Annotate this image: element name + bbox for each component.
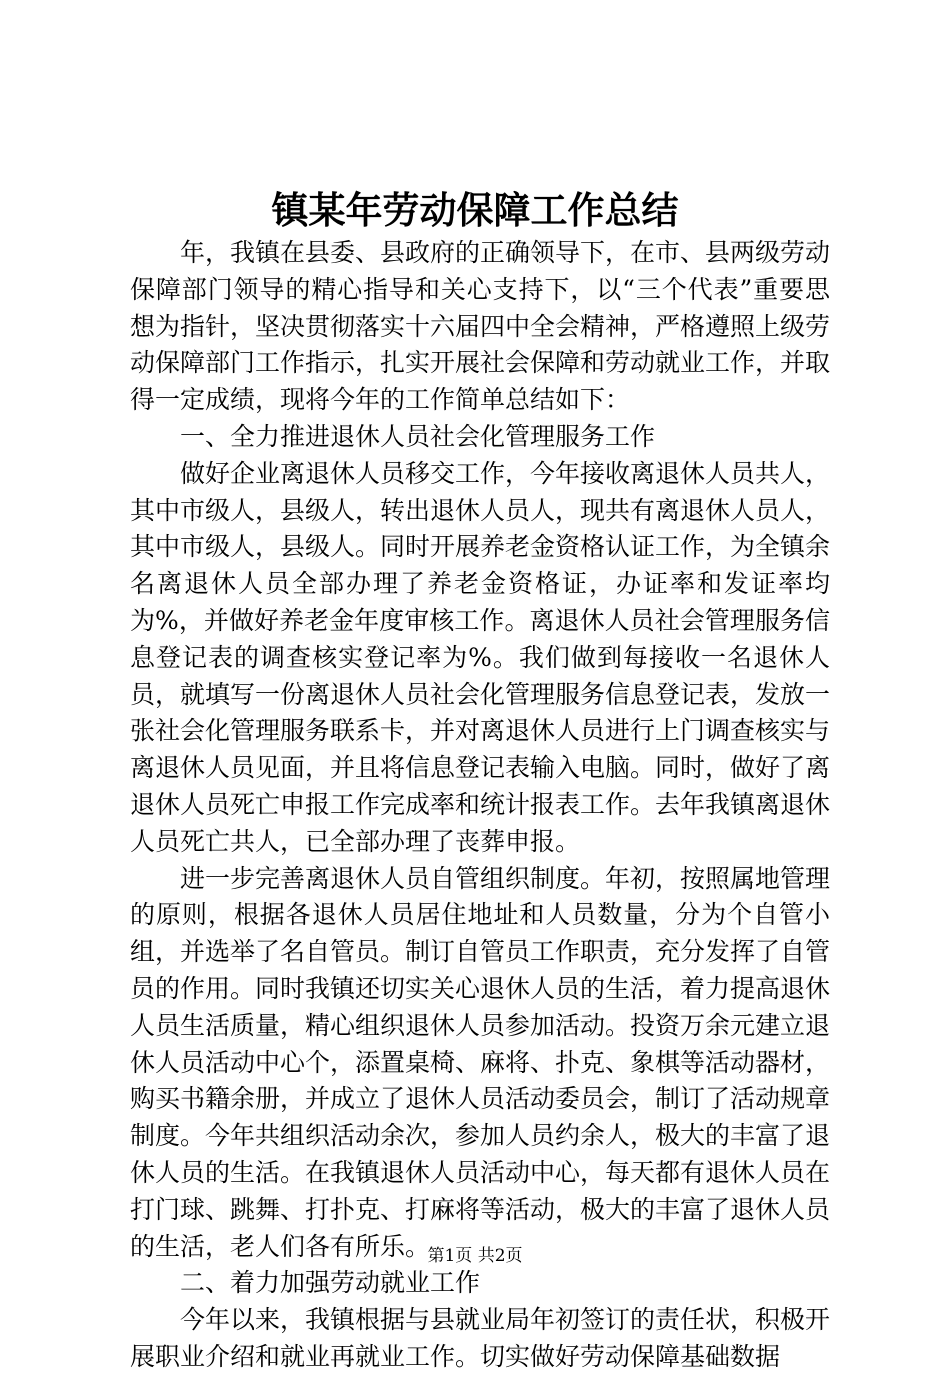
page-footer: 第1页 共2页 [427, 1246, 523, 1266]
document-title: 镇某年劳动保障工作总结 [271, 188, 679, 232]
paragraph-self-management: 进一步完善离退休人员自管组织制度。年初，按照属地管理的原则，根据各退休人员居住地址和人员数量，分为个自管小组，并选举了名自管员。制订自管员工作职责，充分发挥了自管员的作用。同时我镇还切实关心退休人员的生活，着力提高退休人员生活质量，精心组织退休人员参加活动。投资万余元建立退休人员活动中心个，添置桌椅、麻将、扑克、象棋等活动器材，购买书籍余册，并成立了退休人员活动委员会，制订了活动规章制度。今年共组织活动余次，参加人员约余人，极大的丰富了退休人员的生活。在我镇退休人员活动中心，每天都有退休人员在打门球、跳舞、打扑克、打麻将等活动，极大的丰富了退休人员的生活，老人们各有所乐。 [130, 863, 831, 1261]
document-body [130, 235, 830, 1376]
paragraph-intro: 年，我镇在县委、县政府的正确领导下，在市、县两级劳动保障部门领导的精心指导和关心支持下，以“三个代表”重要思想为指针，坚决贯彻落实十六届四中全会精神，严格遵照上级劳动保障部门工作指示，扎实开展社会保障和劳动就业工作，并取得一定成绩，现将今年的工作简单总结如下： [130, 238, 831, 415]
paragraph-employment: 今年以来，我镇根据与县就业局年初签订的责任状，积极开展职业介绍和就业再就业工作。切实做好劳动保障基础数据 [130, 1305, 831, 1371]
section-heading-2: 二、着力加强劳动就业工作 [180, 1268, 481, 1298]
section-heading-1: 一、全力推进退休人员社会化管理服务工作 [180, 421, 656, 451]
paragraph-retiree-transfer: 做好企业离退休人员移交工作，今年接收离退休人员共人，其中市级人，县级人，转出退休人员人，现共有离退休人员人，其中市级人，县级人。同时开展养老金资格认证工作，为全镇余名离退休人员全部办理了养老金资格证，办证率和发证率均为%，并做好养老金年度审核工作。离退休人员社会管理服务信息登记表的调查核实登记率为%。我们做到每接收一名退休人员，就填写一份离退休人员社会化管理服务信息登记表，发放一张社会化管理服务联系卡，并对离退休人员进行上门调查核实与离退休人员见面，并且将信息登记表输入电脑。同时，做好了离退休人员死亡申报工作完成率和统计报表工作。去年我镇离退休人员死亡共人，已全部办理了丧葬申报。 [130, 458, 831, 856]
